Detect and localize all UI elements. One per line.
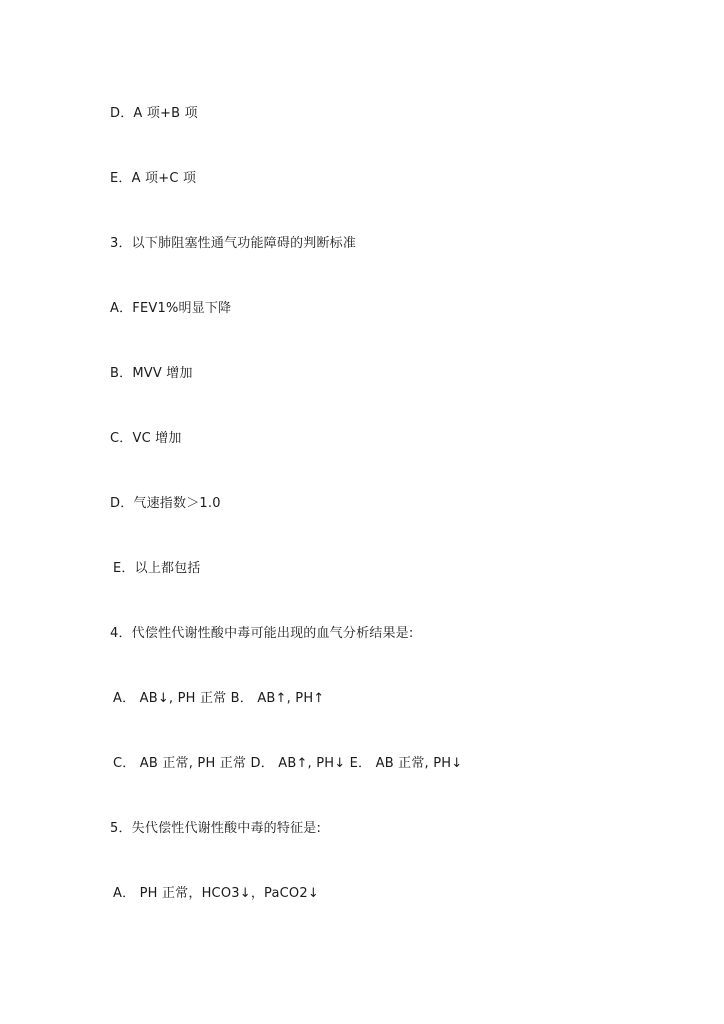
- option-d-line: D．A 项+B 项: [110, 106, 198, 121]
- question-4-options-ab: A． AB↓, PH 正常 B． AB↑, PH↑: [113, 691, 325, 706]
- question-3-option-d: D．气速指数＞1.0: [110, 496, 221, 511]
- question-3-option-a: A．FEV1%明显下降: [110, 301, 232, 316]
- question-5-text: 5．失代偿性代谢性酸中毒的特征是:: [110, 821, 322, 836]
- question-3-text: 3．以下肺阻塞性通气功能障碍的判断标准: [110, 236, 357, 251]
- question-3-option-b: B．MVV 增加: [110, 366, 193, 381]
- option-e-line: E．A 项+C 项: [110, 171, 197, 186]
- question-5-option-a: A． PH 正常，HCO3↓，PaCO2↓: [113, 886, 319, 901]
- question-3-option-c: C．VC 增加: [110, 431, 182, 446]
- question-4-text: 4．代偿性代谢性酸中毒可能出现的血气分析结果是:: [110, 626, 414, 641]
- question-4-options-cde: C． AB 正常, PH 正常 D． AB↑, PH↓ E． AB 正常, PH↓: [113, 756, 463, 771]
- question-3-option-e: E．以上都包括: [113, 561, 201, 576]
